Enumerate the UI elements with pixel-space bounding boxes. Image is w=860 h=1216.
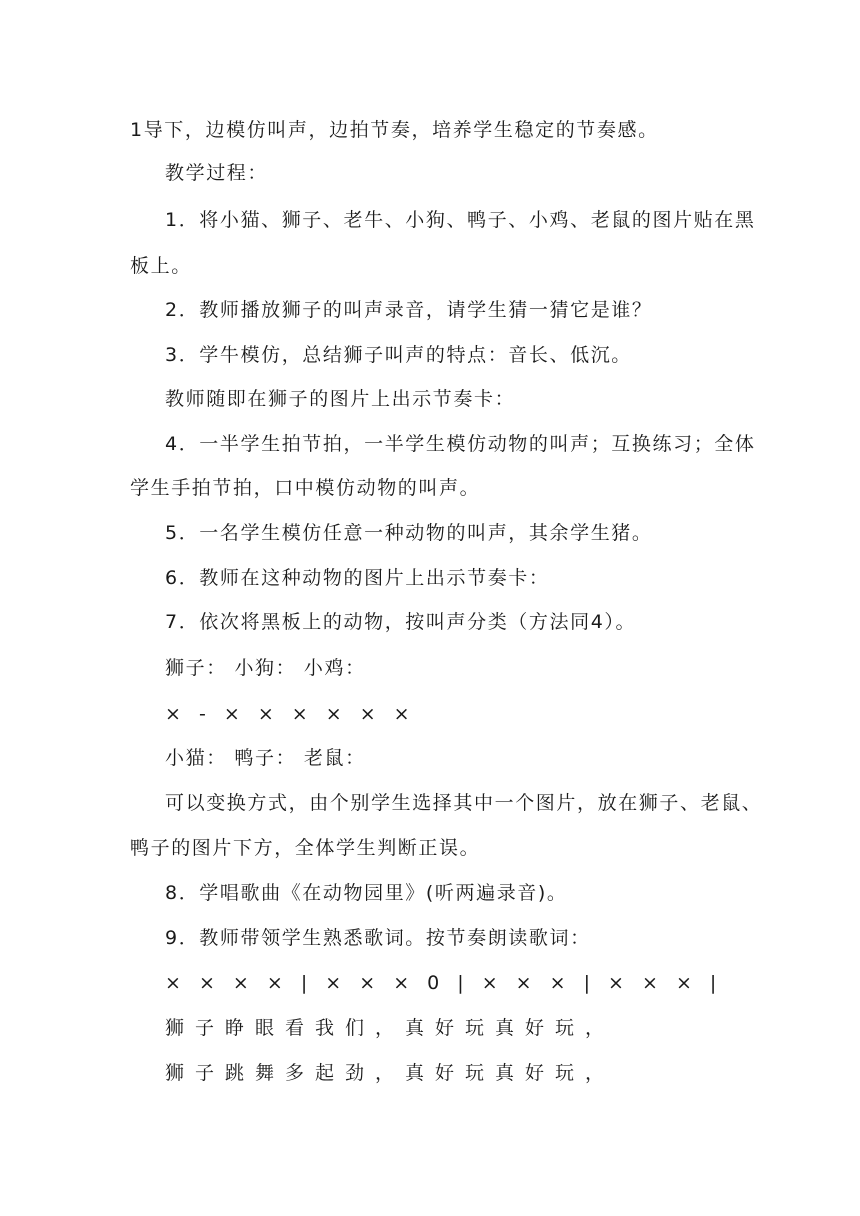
step-4-continuation: 学生手拍节拍，口中模仿动物的叫声。 xyxy=(130,477,481,499)
lyrics-line: 狮子睁眼看我们，真好玩真好玩， xyxy=(165,1017,616,1039)
rhythm-notation-line: × × × × | × × × 0 | × × × | × × × | xyxy=(165,972,723,994)
step-1-continuation: 板上。 xyxy=(130,255,192,277)
step-7-line: 7．依次将黑板上的动物，按叫声分类（方法同4）。 xyxy=(165,611,637,633)
step-9-line: 9．教师带领学生熟悉歌词。按节奏朗读歌词： xyxy=(165,927,591,949)
step-2-line: 2．教师播放狮子的叫声录音，请学生猜一猜它是谁？ xyxy=(165,299,653,321)
section-heading: 教学过程： xyxy=(165,162,269,184)
paragraph-line: 教师随即在狮子的图片上出示节奏卡： xyxy=(165,388,516,410)
step-6-line: 6．教师在这种动物的图片上出示节奏卡： xyxy=(165,567,550,589)
animal-labels-line: 小猫： 鸭子： 老鼠： xyxy=(165,747,366,769)
step-5-line: 5．一名学生模仿任意一种动物的叫声，其余学生猪。 xyxy=(165,522,653,544)
step-8-line: 8．学唱歌曲《在动物园里》(听两遍录音)。 xyxy=(165,882,568,904)
lyrics-line: 狮子跳舞多起劲，真好玩真好玩， xyxy=(165,1062,616,1084)
rhythm-notation-line: × - × × × × × × xyxy=(165,703,416,725)
step-3-line: 3．学牛模仿，总结狮子叫声的特点：音长、低沉。 xyxy=(165,344,632,366)
paragraph-line: 可以变换方式，由个别学生选择其中一个图片，放在狮子、老鼠、 xyxy=(165,792,763,814)
paragraph-continuation: 鸭子的图片下方，全体学生判断正误。 xyxy=(130,837,481,859)
step-4-line: 4．一半学生拍节拍，一半学生模仿动物的叫声；互换练习；全体 xyxy=(165,433,756,455)
step-1-line: 1．将小猫、狮子、老牛、小狗、鸭子、小鸡、老鼠的图片贴在黑 xyxy=(165,209,756,231)
animal-labels-line: 狮子： 小狗： 小鸡： xyxy=(165,657,366,679)
paragraph-line: 1导下，边模仿叫声，边拍节奏，培养学生稳定的节奏感。 xyxy=(130,119,659,141)
